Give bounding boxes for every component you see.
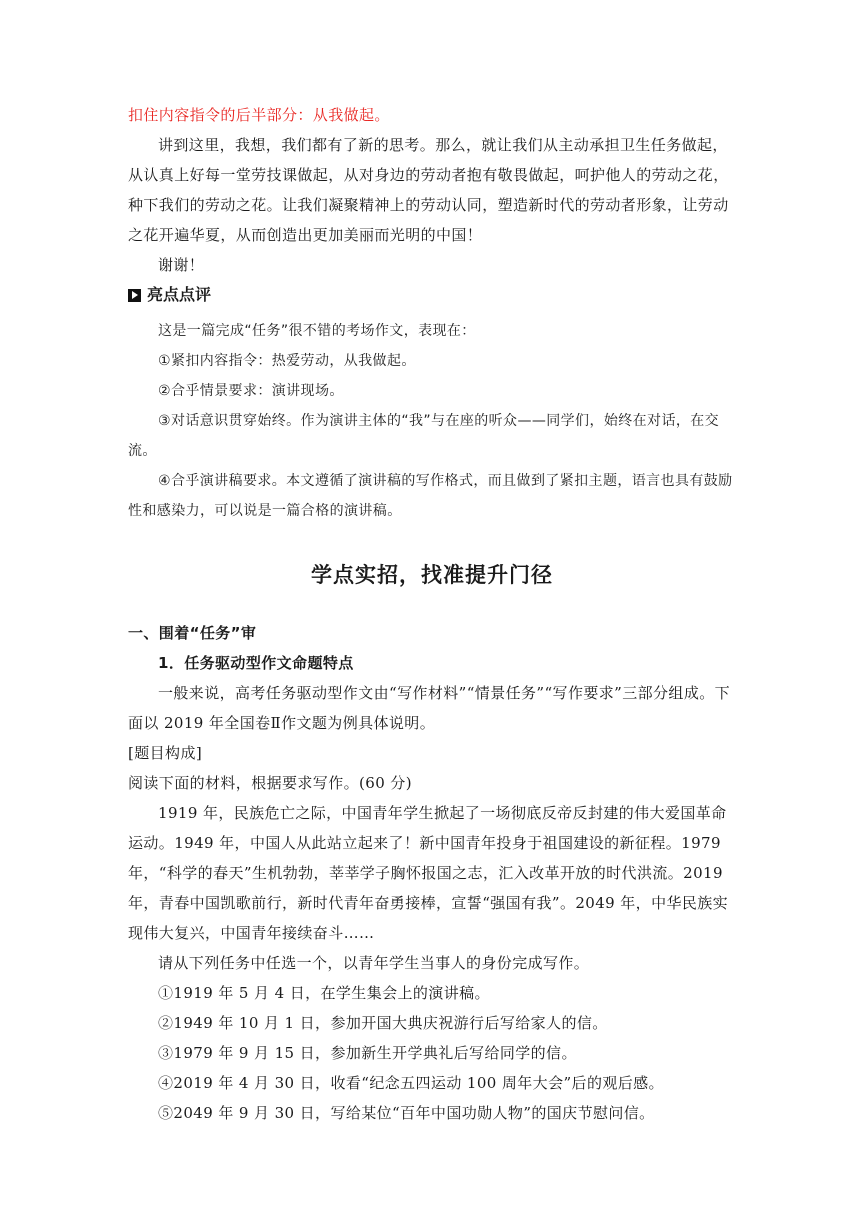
section-title: 学点实招，找准提升门径 — [311, 563, 553, 587]
comment-item: ①紧扣内容指令：热爱劳动，从我做起。 — [158, 353, 416, 369]
instruction-text: 阅读下面的材料，根据要求写作。(60 分) — [128, 774, 412, 792]
task-item: ③1979 年 9 月 15 日，参加新生开学典礼后写给同学的信。 — [158, 1044, 577, 1062]
task-item: ⑤2049 年 9 月 30 日，写给某位“百年中国功勋人物”的国庆节慰问信。 — [158, 1104, 655, 1122]
body-paragraph: 一般来说，高考任务驱动型作文由“写作材料”“情景任务”“写作要求”三部分组成。下面以 2019 年全国卷Ⅱ作文题为例具体说明。 — [128, 684, 731, 732]
comment-intro: 这是一篇完成“任务”很不错的考场作文，表现在： — [158, 323, 476, 339]
comment-item: ④合乎演讲稿要求。本文遵循了演讲稿的写作格式，而且做到了紧扣主题，语言也具有鼓励性和感染力，可以说是一篇合格的演讲稿。 — [128, 473, 733, 519]
task-intro: 请从下列任务中任选一个，以青年学生当事人的身份完成写作。 — [158, 954, 590, 972]
subsection-heading-2: 1．任务驱动型作文命题特点 — [158, 654, 354, 672]
subsection-heading: 一、围着“任务”审 — [128, 624, 257, 642]
comment-block — [128, 316, 736, 526]
red-guideline: 扣住内容指令的后半部分：从我做起。 — [128, 106, 390, 124]
label-text: [题目构成] — [128, 744, 203, 762]
comment-heading — [128, 280, 736, 310]
play-triangle-icon — [128, 289, 141, 302]
page-content — [128, 100, 736, 1128]
speech-paragraph: 讲到这里，我想，我们都有了新的思考。那么，就让我们从主动承担卫生任务做起，从认真上好每一堂劳技课做起，从对身边的劳动者抱有敬畏做起，呵护他人的劳动之花，种下我们的劳动之花。让我们凝聚精神上的劳动认同，塑造新时代的劳动者形象，让劳动之花开遍华夏，从而创造出更加美丽而光明的中国！ — [128, 136, 729, 244]
comment-heading-label: 亮点点评 — [147, 285, 212, 304]
task-item: ②1949 年 10 月 1 日，参加开国大典庆祝游行后写给家人的信。 — [158, 1014, 608, 1032]
material-paragraph: 1919 年，民族危亡之际，中国青年学生掀起了一场彻底反帝反封建的伟大爱国革命运动。1949 年，中国人从此站立起来了！新中国青年投身于祖国建设的新征程。1979 年，“科学的春天”生机勃勃，莘莘学子胸怀报国之志，汇入改革开放的时代洪流。2019 年，青春中国凯歌前行，新时代青年奋勇接棒，宣誓“强国有我”。2049 年，中华民族实现伟大复兴，中国青年接续奋斗…… — [128, 804, 729, 942]
comment-item: ③对话意识贯穿始终。作为演讲主体的“我”与在座的听众——同学们，始终在对话，在交流。 — [128, 413, 720, 459]
task-item: ④2019 年 4 月 30 日，收看“纪念五四运动 100 周年大会”后的观后感。 — [158, 1074, 664, 1092]
task-item: ①1919 年 5 月 4 日，在学生集会上的演讲稿。 — [158, 984, 490, 1002]
comment-item: ②合乎情景要求：演讲现场。 — [158, 383, 344, 399]
speech-thanks: 谢谢！ — [158, 256, 205, 274]
